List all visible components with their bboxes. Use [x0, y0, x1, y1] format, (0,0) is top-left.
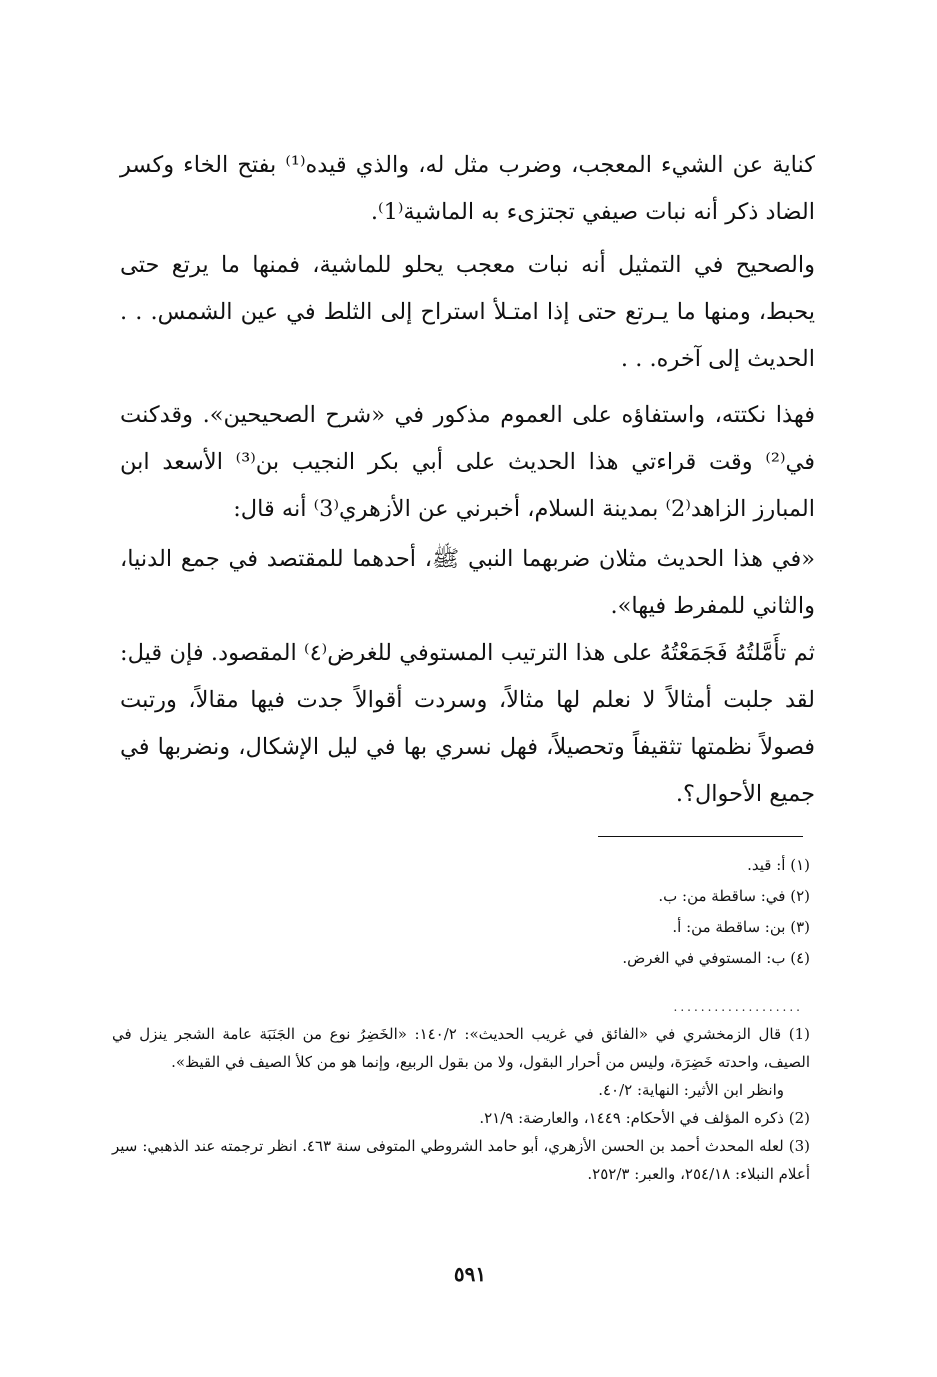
manuscript-variants	[120, 850, 810, 974]
editor-notes	[112, 1020, 810, 1188]
page-number: ٥٩١	[453, 1262, 487, 1286]
main-text-3	[120, 392, 815, 533]
editor-note-3: (3) لعله المحدث أحمد بن الحسن الأزهري، أبو حامد الشروطي المتوفى سنة ٤٦٣. انظر ترجمته عند الذهبي: سير أعلام النبلاء: ٢٥٤/١٨، والعبر: ٢٥٢/٣.	[112, 1137, 810, 1183]
dotted-separator: ...................	[673, 1000, 803, 1014]
main-text-5	[120, 630, 815, 818]
variant-note-3: (٣) بن: ساقطة من: أ.	[672, 918, 810, 936]
body-paragraph-5: ثم تأَمَّلتُهُ فَجَمَعْتُهُ على هذا الترتيب المستوفي للغرض⁽٤⁾ المقصود. فإن قيل: لقد جلبت أمثالاً لا نعلم لها مثالاً، وسردت أقوالاً جدت فيها مقالاً، ورتبت فصولاً نظمتها تثقيفاً وتحصيلاً، فهل نسري بها في ليل الإشكال، ونضربها في جميع الأحوال؟.	[120, 640, 815, 807]
variant-note-2: (٢) في: ساقطة من: ب.	[658, 887, 810, 905]
body-paragraph-4-quote: «في هذا الحديث مثلان ضربهما النبي ﷺ، أحدهما للمقتصد في جمع الدنيا، والثاني للمفرط فيها».	[120, 546, 815, 619]
main-text	[120, 142, 815, 236]
editor-note-2: (2) ذكره المؤلف في الأحكام: ١٤٤٩، والعارضة: ٢١/٩.	[479, 1109, 810, 1127]
editor-note-1-continuation: وانظر ابن الأثير: النهاية: ٤٠/٢.	[598, 1081, 784, 1099]
body-paragraph-1: كناية عن الشيء المعجب، وضرب مثل له، والذي قيده⁽¹⁾ بفتح الخاء وكسر الضاد ذكر أنه نبات صيفي تجتزىء به الماشية⁽1⁾.	[120, 152, 815, 225]
variant-note-4: (٤) ب: المستوفي في الغرض.	[622, 949, 810, 967]
main-text-2	[120, 242, 815, 383]
body-paragraph-2: والصحيح في التمثيل أنه نبات معجب يحلو للماشية، فمنها ما يرتع حتى يحبط، ومنها ما يـرتع حتى إذا امتـلأ استراح إلى الثلط في عين الشمس. . . الحديث إلى آخره. . .	[120, 252, 815, 372]
variant-note-1: (١) أ: قيد.	[747, 856, 810, 874]
footnote-divider	[598, 836, 803, 837]
body-paragraph-3: فهذا نكتته، واستفاؤه على العموم مذكور في «شرح الصحيحين». وقدكنت في⁽²⁾ وقت قراءتي هذا الحديث على أبي بكر النجيب بن⁽³⁾ الأسعد ابن المبارز الزاهد⁽2⁾ بمدينة السلام، أخبرني عن الأزهري⁽3⁾ أنه قال:	[120, 402, 815, 522]
main-text-4	[120, 536, 815, 630]
editor-note-1: (1) قال الزمخشري في «الفائق في غريب الحديث»: ١٤٠/٢: «الخَضِرُ نوع من الجَنَبَة عامة الشجر ينزل في الصيف، واحدته خَضِرَة، وليس من أحرار البقول، ولا من بقول الربيع، وإنما هو من كلأ الصيف في القيظ».	[112, 1025, 810, 1071]
